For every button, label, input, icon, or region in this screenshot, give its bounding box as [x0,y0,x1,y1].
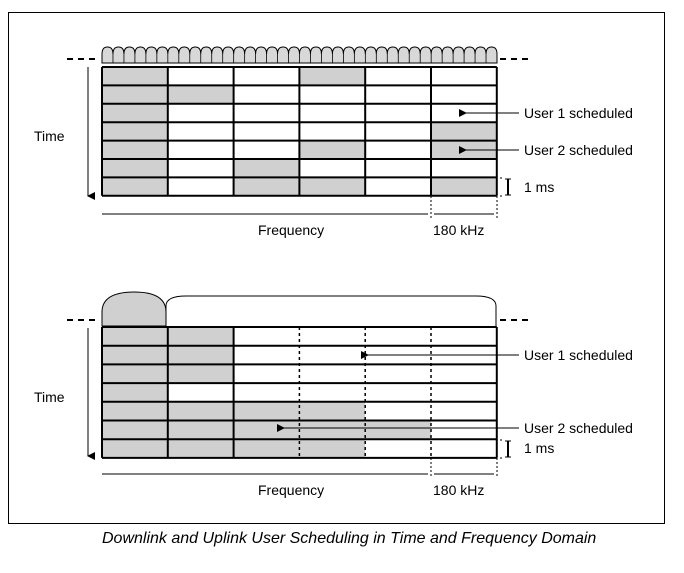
uplink-cell-r1-c6 [431,327,497,346]
uplink-cell-r4-c6 [431,383,497,402]
uplink-cell-r1-c2 [168,327,234,346]
downlink-cell-r1-c2 [168,67,234,85]
downlink-subcarrier-bumps [102,47,497,63]
downlink-cell-r1-c1 [102,67,168,85]
downlink-cell-r5-c1 [102,141,168,159]
downlink-cell-r3-c3 [234,104,300,122]
downlink-frequency-label: Frequency [258,222,325,238]
downlink-cell-r6-c4 [299,159,365,177]
downlink-cell-r1-c3 [234,67,300,85]
uplink-cell-r6-c6 [431,421,497,440]
uplink-cell-r5-c5 [365,402,431,421]
uplink-cell-r2-c4 [299,346,365,365]
uplink-cell-r4-c1 [102,383,168,402]
downlink-cell-r4-c5 [365,122,431,140]
uplink-cell-r4-c5 [365,383,431,402]
uplink-user-spectrum-shaded [102,292,166,326]
downlink-cell-r3-c4 [299,104,365,122]
uplink-cell-r4-c3 [234,383,300,402]
downlink-cell-r1-c5 [365,67,431,85]
uplink-cell-r3-c4 [299,364,365,383]
figure-caption: Downlink and Uplink User Scheduling in Time and Frequency Domain [102,530,597,547]
downlink-slot-label: 1 ms [524,179,555,195]
uplink-cell-r3-c1 [102,364,168,383]
downlink-cell-r7-c2 [168,177,234,195]
uplink-cell-r7-c1 [102,439,168,458]
uplink-cell-r2-c2 [168,346,234,365]
downlink-cell-r2-c1 [102,85,168,103]
downlink-cell-r5-c2 [168,141,234,159]
downlink-cell-r5-c3 [234,141,300,159]
uplink-cell-r7-c4 [299,439,365,458]
uplink-cell-r1-c5 [365,327,431,346]
uplink-cell-r3-c3 [234,364,300,383]
downlink-cell-r3-c2 [168,104,234,122]
downlink-cell-r2-c3 [234,85,300,103]
uplink-cell-r5-c2 [168,402,234,421]
uplink-cell-r7-c2 [168,439,234,458]
downlink-cell-r6-c3 [234,159,300,177]
uplink-cell-r5-c1 [102,402,168,421]
uplink-slot-label: 1 ms [524,440,555,456]
downlink-cell-r5-c4 [299,141,365,159]
downlink-cell-r2-c4 [299,85,365,103]
uplink-resource-grid [102,327,497,458]
uplink-cell-r3-c6 [431,364,497,383]
downlink-cell-r6-c5 [365,159,431,177]
uplink-cell-r6-c2 [168,421,234,440]
downlink-cell-r2-c2 [168,85,234,103]
uplink-cell-r5-c4 [299,402,365,421]
uplink-cell-r5-c6 [431,402,497,421]
uplink-cell-r1-c3 [234,327,300,346]
uplink-cell-r1-c1 [102,327,168,346]
uplink-cell-r7-c3 [234,439,300,458]
downlink-cell-r5-c5 [365,141,431,159]
uplink-cell-r3-c5 [365,364,431,383]
downlink-bandwidth-label: 180 kHz [433,222,485,238]
downlink-cell-r3-c1 [102,104,168,122]
downlink-resource-grid [102,67,497,196]
downlink-cell-r2-c5 [365,85,431,103]
downlink-cell-r7-c1 [102,177,168,195]
downlink-user1-label: User 1 scheduled [524,105,633,121]
downlink-cell-r1-c6 [431,67,497,85]
downlink-cell-r4-c3 [234,122,300,140]
uplink-cell-r6-c1 [102,421,168,440]
uplink-user1-label: User 1 scheduled [524,347,633,363]
uplink-cell-r6-c3 [234,421,300,440]
downlink-cell-r4-c2 [168,122,234,140]
downlink-user2-label: User 2 scheduled [524,142,633,158]
downlink-cell-r6-c2 [168,159,234,177]
downlink-cell-r7-c3 [234,177,300,195]
downlink-cell-r4-c1 [102,122,168,140]
uplink-user2-label: User 2 scheduled [524,420,633,436]
uplink-cell-r4-c2 [168,383,234,402]
downlink-cell-r7-c5 [365,177,431,195]
downlink-time-label: Time [34,128,65,144]
uplink-bandwidth-label: 180 kHz [433,482,485,498]
uplink-cell-r6-c5 [365,421,431,440]
downlink-cell-r3-c5 [365,104,431,122]
uplink-cell-r2-c1 [102,346,168,365]
downlink-diagram [34,47,633,238]
uplink-frequency-label: Frequency [258,482,325,498]
uplink-cell-r4-c4 [299,383,365,402]
downlink-cell-r1-c4 [299,67,365,85]
downlink-cell-r6-c1 [102,159,168,177]
uplink-diagram [34,292,633,498]
downlink-cell-r7-c6 [431,177,497,195]
downlink-cell-r4-c4 [299,122,365,140]
downlink-cell-r4-c6 [431,122,497,140]
uplink-cell-r7-c5 [365,439,431,458]
downlink-cell-r2-c6 [431,85,497,103]
downlink-cell-r7-c4 [299,177,365,195]
uplink-cell-r6-c4 [299,421,365,440]
uplink-cell-r7-c6 [431,439,497,458]
downlink-cell-r6-c6 [431,159,497,177]
uplink-cell-r1-c4 [299,327,365,346]
uplink-spectrum-envelope [166,296,496,326]
uplink-cell-r2-c3 [234,346,300,365]
uplink-time-label: Time [34,389,65,405]
uplink-cell-r5-c3 [234,402,300,421]
uplink-cell-r3-c2 [168,364,234,383]
